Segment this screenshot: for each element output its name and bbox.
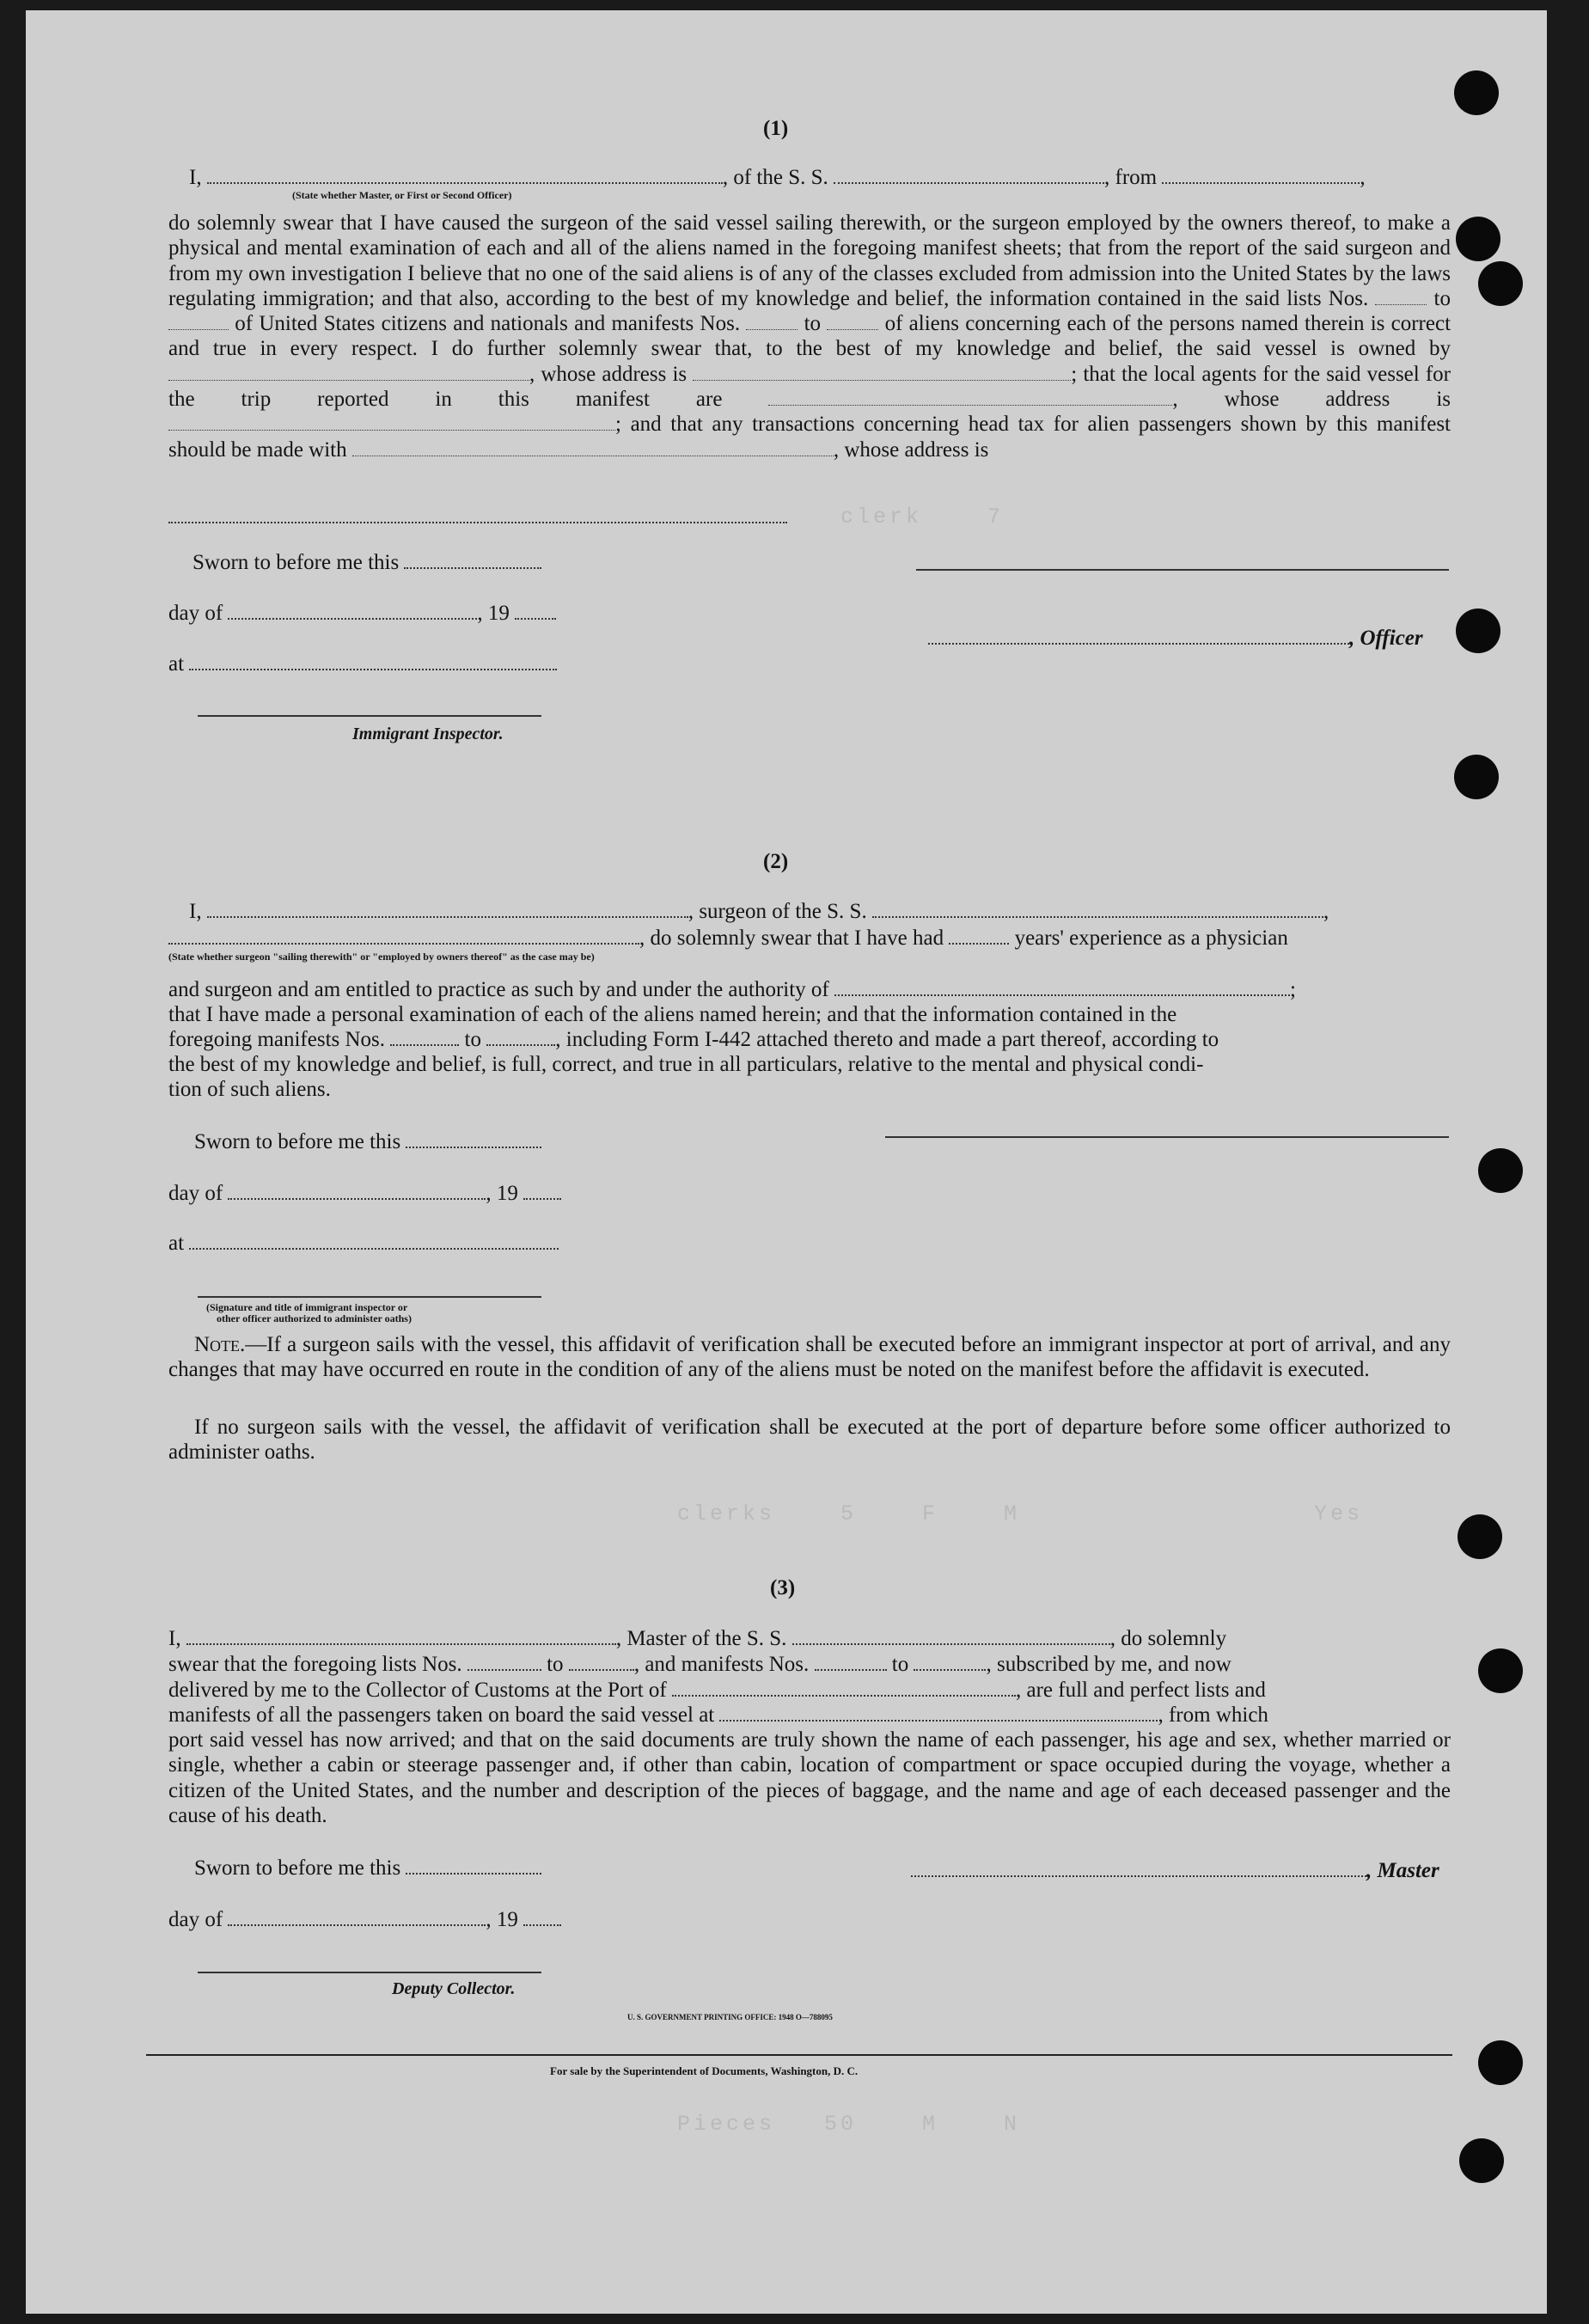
- s2-note-2: [168, 1415, 1451, 1465]
- s2-caption: (State whether surgeon "sailing therewith" or "employed by owners thereof" as the case may be): [168, 951, 595, 963]
- s1-i-label: I,: [189, 166, 202, 189]
- s1-agents-address-field[interactable]: [168, 414, 615, 431]
- s1-officer-sig-line: [928, 626, 1423, 651]
- s2-at-field[interactable]: [189, 1231, 559, 1250]
- punch-hole: [1456, 609, 1500, 653]
- s2-manifests-label: foregoing manifests Nos.: [168, 1028, 386, 1051]
- s3-master-signature-field[interactable]: [911, 1858, 1366, 1877]
- s1-whose-label: , whose address is: [529, 362, 688, 386]
- s1-manifest-from-field[interactable]: [746, 314, 798, 330]
- s1-to-label-2: to: [804, 312, 822, 336]
- s2-surgeon-name-field[interactable]: [207, 899, 688, 918]
- section-2-heading: (2): [763, 850, 789, 873]
- s3-port-field[interactable]: [672, 1678, 1016, 1697]
- s3-sworn-label: Sworn to before me this: [194, 1856, 401, 1880]
- s3-i-label: I,: [168, 1627, 181, 1650]
- s3-sworn-line: [194, 1856, 541, 1881]
- s2-line1: I, , surgeon of the S. S. ,: [189, 900, 1329, 923]
- s2-to-label: to: [464, 1028, 481, 1051]
- s2-year-label: , 19: [486, 1182, 518, 1205]
- s3-line2: [168, 1652, 1231, 1677]
- s2-inspector-signature-line[interactable]: [198, 1296, 541, 1298]
- s2-manifest-from-field[interactable]: [390, 1027, 459, 1046]
- s3-from-which-label: , from which: [1158, 1703, 1268, 1727]
- s1-officer-signature-field[interactable]: [928, 626, 1349, 645]
- s1-whose-label-3: , whose address is: [833, 437, 989, 462]
- s1-day-label: day of: [168, 602, 223, 625]
- bleed-through: clerks 5 F M Yes: [645, 1501, 1364, 1526]
- s3-line1: [168, 1626, 1226, 1651]
- s3-to-label-2: to: [891, 1653, 909, 1676]
- bleed-through: clerk 7: [645, 505, 1201, 529]
- s3-manifest-from-field[interactable]: [815, 1652, 887, 1671]
- s2-authority-label: and surgeon and am entitled to practice as such by and under the authority of: [168, 978, 829, 1001]
- punch-hole: [1478, 1148, 1523, 1193]
- s1-agents-field[interactable]: [768, 389, 1172, 406]
- s2-form-label: , including Form I-442 attached thereto and made a part thereof, according to: [555, 1028, 1219, 1051]
- s3-manifest-to-field[interactable]: [914, 1652, 986, 1671]
- s2-line7: tion of such aliens.: [168, 1078, 331, 1101]
- s3-day-label: day of: [168, 1908, 223, 1931]
- printing-office-note: U. S. GOVERNMENT PRINTING OFFICE: 1948 O—788095: [627, 2013, 833, 2021]
- punch-hole: [1454, 70, 1499, 115]
- s1-year-label: , 19: [477, 602, 510, 625]
- s1-sworn-field[interactable]: [404, 550, 541, 569]
- s3-lists-label: swear that the foregoing lists Nos.: [168, 1653, 462, 1676]
- s3-body: port said vessel has now arrived; and that on the said documents are truly shown the name of each passenger, his age and sex, whether married or single, whether a cabin or steerage passenger and, if other than cabin, location of compartment or space occupied during the voyage, whether a citizen of the United States, and the number and description of the pieces of baggage, and the name and age of each deceased passenger and the cause of his death.: [168, 1728, 1451, 1827]
- s2-manifest-to-field[interactable]: [486, 1027, 555, 1046]
- s1-lists-from-field[interactable]: [1375, 289, 1427, 305]
- s1-officer-field[interactable]: [207, 165, 723, 184]
- s3-day-field[interactable]: [228, 1907, 486, 1926]
- form-page: [26, 10, 1547, 2314]
- s1-body: do solemnly swear that I have caused the surgeon of the said vessel sailing therewith, or the surgeon employed by the owners thereof, to make a physical and mental examination of each and all of the aliens named in the foregoing manifest sheets; that from the report of the said surgeon and from my own investigation I believe that no one of the said aliens is of any of the classes excluded from admission into the United States by the laws regulating immigration; and that also, according to the best of my knowledge and belief, the information contained in the said lists Nos. to of United States citizens and nationals and manifests Nos. to of aliens concerning each of the persons named therein is correct and true in every respect. I do further solemnly swear that, to the best of my knowledge and belief, the said vessel is owned by , whose address is ; that the local agents for the said vessel for the trip reported in this manifest are , whose address is ; and that any transactions concerning head tax for alien passengers shown by this manifest should be made with , whose address is: [168, 211, 1451, 462]
- s3-port-label: delivered by me to the Collector of Customs at the Port of: [168, 1679, 667, 1702]
- s3-vessel-field[interactable]: [792, 1626, 1110, 1645]
- s1-body-text-4: that the local agents for the said vessel for the trip reported in this manifest are: [168, 362, 1451, 412]
- s2-vessel-field[interactable]: [872, 899, 1323, 918]
- s1-ss-label: , of the S. S.: [722, 166, 828, 189]
- s3-to-label: to: [547, 1653, 564, 1676]
- s1-vessel-field[interactable]: [834, 165, 1104, 184]
- s2-sworn-line: [194, 1129, 541, 1154]
- sale-note: For sale by the Superintendent of Documents, Washington, D. C.: [550, 2064, 859, 2077]
- s2-surgeon-signature-line[interactable]: [885, 1136, 1449, 1138]
- s3-collector-label: Deputy Collector.: [392, 1979, 516, 1998]
- s1-officer-label: , Officer: [1349, 627, 1423, 650]
- s1-owner-address-field[interactable]: [693, 364, 1071, 381]
- s2-authority-field[interactable]: [834, 977, 1290, 996]
- s1-officer-signature-top[interactable]: [916, 569, 1449, 571]
- s2-line5: [168, 1027, 1219, 1052]
- s1-sworn-label: Sworn to before me this: [193, 551, 400, 574]
- s3-full-label: , are full and perfect lists and: [1016, 1679, 1266, 1702]
- s2-sworn-field[interactable]: [406, 1129, 541, 1148]
- s3-subscribed-label: , subscribed by me, and now: [986, 1653, 1231, 1676]
- s3-day-line: [168, 1907, 561, 1932]
- s1-officer-line: I, , of the S. S. , from ,: [189, 166, 1366, 189]
- punch-hole: [1478, 2040, 1523, 2085]
- s1-at-label: at: [168, 652, 185, 676]
- s2-sworn-label: Sworn to before me this: [194, 1130, 401, 1153]
- s1-address-line[interactable]: [168, 522, 787, 523]
- s1-body-text-5: ; and that any transactions concerning head tax for alien passengers shown by this manifest should be made with: [168, 413, 1451, 462]
- s3-sworn-field[interactable]: [406, 1856, 541, 1874]
- punch-hole: [1478, 261, 1523, 306]
- s1-lists-to-field[interactable]: [168, 314, 229, 330]
- s2-line3: and surgeon and am entitled to practice as such by and under the authority of ;: [168, 978, 1296, 1001]
- s3-master-sig-label: , Master: [1366, 1859, 1439, 1882]
- s2-line2: [168, 926, 1288, 951]
- s3-boarded-label: manifests of all the passengers taken on board the said vessel at: [168, 1703, 715, 1727]
- s1-from-label: , from: [1104, 166, 1158, 189]
- s3-manifests-label: , and manifests Nos.: [633, 1653, 810, 1676]
- footer-rule: [146, 2054, 1452, 2056]
- s1-at-line: [168, 651, 557, 676]
- s3-master-label: , Master of the S. S.: [615, 1627, 787, 1650]
- s1-caption: (State whether Master, or First or Second Officer): [292, 189, 512, 201]
- s1-day-field[interactable]: [228, 601, 477, 620]
- s2-at-line: [168, 1231, 559, 1256]
- s3-master-sig-line: [911, 1858, 1439, 1883]
- s2-at-label: at: [168, 1232, 185, 1255]
- s2-swear-label: , do solemnly swear that I have had: [639, 927, 944, 950]
- s2-line4: that I have made a personal examination of each of the aliens named herein; and that the information contained in the: [168, 1003, 1177, 1026]
- s2-note-text: —If a surgeon sails with the vessel, this affidavit of verification shall be executed before an immigrant inspector at port of arrival, and any changes that may have occurred en route in the condition of any of the aliens must be noted on the manifest before the affidavit is executed.: [168, 1333, 1451, 1382]
- s1-manifest-to-field[interactable]: [827, 314, 878, 330]
- s3-collector-signature-line[interactable]: [198, 1972, 541, 1973]
- s3-line4: [168, 1703, 1268, 1728]
- s1-headtax-field[interactable]: [352, 440, 834, 456]
- s2-i-label: I,: [189, 900, 202, 923]
- s3-master-name-field[interactable]: [186, 1626, 616, 1645]
- s2-years-label: years' experience as a physician: [1014, 927, 1288, 950]
- s2-day-line: [168, 1181, 561, 1206]
- s2-note-text-2: If no surgeon sails with the vessel, the affidavit of verification shall be executed at the port of departure before some officer authorized to administer oaths.: [168, 1416, 1451, 1465]
- bleed-through: Pieces 50 M N: [645, 2112, 1266, 2137]
- s2-sig-caption-2: other officer authorized to administer oaths): [217, 1312, 412, 1324]
- s1-owner-field[interactable]: [168, 364, 529, 381]
- punch-hole: [1454, 755, 1499, 799]
- s1-body-text: do solemnly swear that I have caused the surgeon of the said vessel sailing therewith, or the surgeon employed by the owners thereof, to make a physical and mental examination of each and all of the aliens named in the foregoing manifest sheets; that from the report of the said surgeon and from my own investigation I believe that no one of the said aliens is of any of the classes excluded from admission into the United States by the laws regulating immigration; and that also, according to the best of my knowledge and belief, the information contained in the said lists Nos.: [168, 211, 1451, 310]
- s3-lists-from-field[interactable]: [468, 1652, 541, 1671]
- s3-lists-to-field[interactable]: [569, 1652, 634, 1671]
- punch-hole: [1458, 1514, 1502, 1559]
- s1-at-field[interactable]: [189, 651, 557, 670]
- s1-whose-label-2: whose address is: [1224, 388, 1451, 412]
- punch-hole: [1478, 1648, 1523, 1693]
- s2-note: [168, 1332, 1451, 1383]
- s2-day-label: day of: [168, 1182, 223, 1205]
- s1-day-line: [168, 601, 556, 626]
- s1-year-field[interactable]: [515, 601, 556, 620]
- s2-status-field[interactable]: [168, 926, 639, 945]
- s3-year-label: , 19: [486, 1908, 518, 1931]
- s1-sworn-line: [193, 550, 541, 575]
- s1-inspector-label: Immigrant Inspector.: [352, 725, 504, 743]
- s1-from-field[interactable]: [1162, 165, 1360, 184]
- s1-body-text-3: of aliens concerning each of the persons named therein is correct and true in every respect. I do further solemnly swear that, to the best of my knowledge and belief, the said vessel is owned by: [168, 312, 1451, 361]
- s2-day-field[interactable]: [228, 1181, 486, 1200]
- s3-line3: [168, 1678, 1266, 1703]
- section-1-heading: (1): [763, 117, 789, 140]
- s3-swear-label: , do solemnly: [1109, 1627, 1227, 1650]
- s2-year-field[interactable]: [523, 1181, 561, 1200]
- s1-inspector-signature-line[interactable]: [198, 715, 541, 717]
- s2-line6: the best of my knowledge and belief, is full, correct, and true in all particulars, relative to the mental and physical condi-: [168, 1053, 1204, 1076]
- s2-surgeon-label: , surgeon of the S. S.: [688, 900, 867, 923]
- s1-to-label: to: [1433, 286, 1451, 310]
- s2-years-field[interactable]: [949, 926, 1009, 945]
- punch-hole: [1459, 2138, 1504, 2183]
- section-3-heading: (3): [770, 1576, 796, 1599]
- s3-year-field[interactable]: [523, 1907, 561, 1926]
- s3-boarded-port-field[interactable]: [719, 1703, 1158, 1722]
- s2-note-label: Note.: [194, 1333, 246, 1356]
- s2-sig-caption-1: (Signature and title of immigrant inspector or: [206, 1301, 408, 1313]
- s1-body-text-2: of United States citizens and nationals and manifests Nos.: [235, 312, 741, 336]
- punch-hole: [1456, 217, 1500, 261]
